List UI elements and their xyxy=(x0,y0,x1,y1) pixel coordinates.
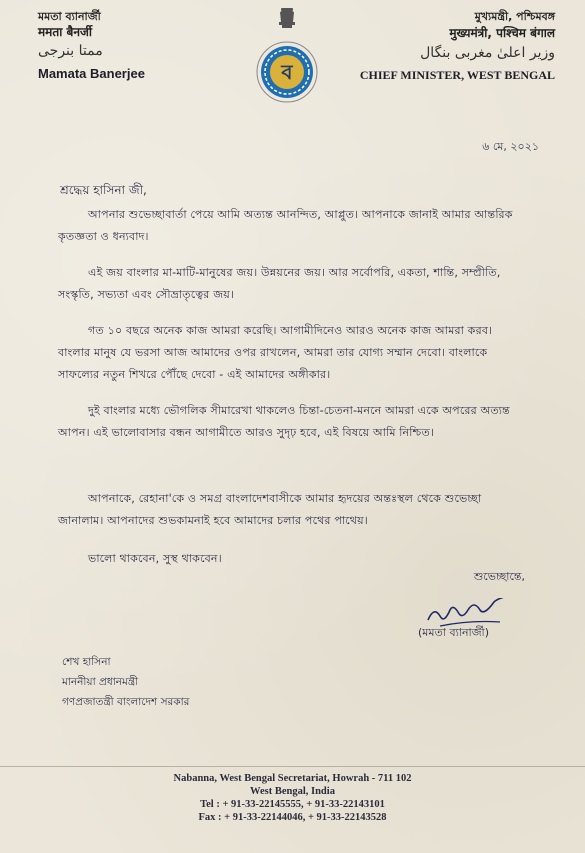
paragraph-1: আপনার শুভেচ্ছাবার্তা পেয়ে আমি অত্যন্ত আনন্দিত, আপ্লুত। আপনাকে জানাই আমার আন্তরিক কৃতজ্ঞতা ও ধন্যবাদ। xyxy=(58,208,513,243)
footer-line-3: Tel : + 91-33-22145555, + 91-33-22143101 xyxy=(200,799,385,810)
name-bengali: মমতা ব্যানার্জী xyxy=(38,10,101,23)
paragraph-5: আপনাকে, রেহানা'কে ও সমগ্র বাংলাদেশবাসীকে আমার হৃদয়ের অন্তঃস্থল থেকে শুভেচ্ছা জানালাম। আপনাদের শুভকামনাই হবে আমাদের চলার পথের পাথেয়। xyxy=(58,492,482,527)
letterhead-left xyxy=(38,10,145,81)
addressee-title: মাননীয়া প্রধানমন্ত্রী xyxy=(62,676,139,688)
footer-divider xyxy=(0,766,585,767)
salutation: শ্রদ্ধেয় হাসিনা জী, xyxy=(60,183,147,197)
emblem-letter: ব xyxy=(281,60,293,84)
footer-line-1: Nabanna, West Bengal Secretariat, Howrah - 711 102 xyxy=(173,773,412,784)
name-english: Mamata Banerjee xyxy=(38,66,145,81)
footer-line-2: West Bengal, India xyxy=(250,786,335,797)
title-urdu: وزیر اعلیٰ مغربی بنگال xyxy=(420,45,555,61)
title-english: CHIEF MINISTER, WEST BENGAL xyxy=(359,68,555,82)
letter-date: ৬ মে, ২০২১ xyxy=(482,140,539,153)
footer-address xyxy=(0,772,585,824)
footer-line-4: Fax : + 91-33-22144046, + 91-33-22143528 xyxy=(198,812,387,823)
name-urdu: ممتا بنرجی xyxy=(38,43,103,59)
letterhead-right xyxy=(360,10,555,83)
addressee-government: গণপ্রজাতন্ত্রী বাংলাদেশ সরকার xyxy=(62,696,190,708)
paragraph-2: এই জয় বাংলার মা-মাটি-মানুষের জয়। উন্নয়নের জয়। আর সর্বোপরি, একতা, শান্তি, সম্প্রীতি, সংস্কৃতি, সভ্যতা এবং সৌভ্রাতৃত্বের জয়। xyxy=(58,266,501,301)
name-hindi: ममता बैनर्जी xyxy=(38,25,93,39)
signatory-name: (মমতা ব্যানার্জী) xyxy=(418,626,489,639)
paragraph-4: দুই বাংলার মধ্যে ভৌগলিক সীমারেখা থাকলেও চিন্তা-চেতনা-মননে আমরা একে অপরের অত্যন্ত আপন। এই ভালোবাসার বন্ধন আগামীতে আরও সুদৃঢ় হবে, এই বিষয়ে আমি নিশ্চিত। xyxy=(58,404,510,439)
addressee-name: শেখ হাসিনা xyxy=(62,656,111,668)
title-bengali: মুখ্যমন্ত্রী, পশ্চিমবঙ্গ xyxy=(474,10,555,23)
paragraph-3: গত ১০ বছরে অনেক কাজ আমরা করেছি। আগামীদিনেও আরও অনেক কাজ আমরা করব। বাংলার মানুষ যে ভরসা আজ আমাদের ওপর রাখলেন, আমরা তার যোগ্য সম্মান দেবো। বাংলাকে সাফল্যের নতুন শিখরে পৌঁছে দেবো - এই আমাদের অঙ্গীকার। xyxy=(58,324,493,381)
paragraph-6: ভালো থাকবেন, সুস্থ থাকবেন। xyxy=(88,552,222,565)
title-hindi: मुख्यमंत्री, पश्चिम बंगाल xyxy=(449,26,555,40)
closing: শুভেচ্ছান্তে, xyxy=(473,570,525,583)
state-emblem-icon xyxy=(252,6,322,106)
addressee-block xyxy=(62,652,189,712)
